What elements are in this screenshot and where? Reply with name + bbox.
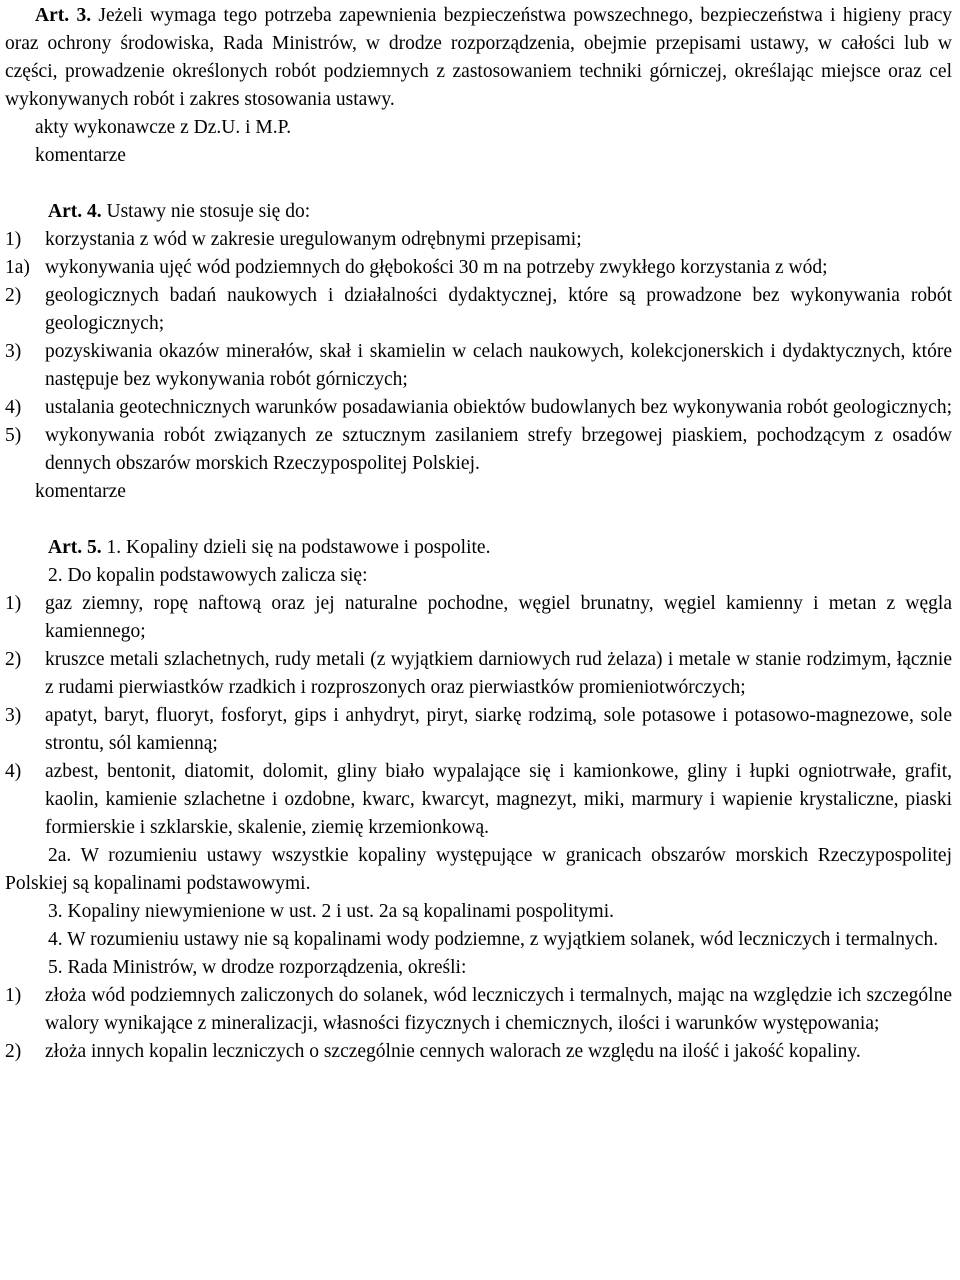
art5-p2-item [5,646,952,702]
art4-label: Art. 4. [48,201,102,222]
art4-item [5,282,952,338]
art4-item-number: 2) [5,285,22,306]
art5-p2-item-text: gaz ziemny, ropę naftową oraz jej naturalne pochodne, węgiel brunatny, węgiel kamienny i metan z węgla kamiennego; [45,593,952,642]
art5-p1 [5,534,952,562]
art4-item-number: 4) [5,397,22,418]
art5-label: Art. 5. [48,537,102,558]
art5-p4: 4. W rozumieniu ustawy nie są kopalinami wody podziemne, z wyjątkiem solanek, wód leczniczych i termalnych. [48,929,939,950]
art4-item-text: geologicznych badań naukowych i działalności dydaktycznej, które są prowadzone bez wykonywania robót geologicznych; [45,285,952,334]
art4-item-number: 5) [5,425,22,446]
art4-item-number: 1a) [5,257,30,278]
art5-p5-item-number: 1) [5,985,22,1006]
art3-text: Jeżeli wymaga tego potrzeba zapewnienia bezpieczeństwa powszechnego, bezpieczeństwa i higieny pracy oraz ochrony środowiska, Rada Ministrów, w drodze rozporządzenia, obejmie przepisami ustawy, w całości lub w części, prowadzenie określonych robót podziemnych z zastosowaniem techniki górniczej, określając miejsce oraz cel wykonywanych robót i zakres stosowania ustawy. [5,5,952,110]
art5-p1-text: 1. Kopaliny dzieli się na podstawowe i pospolite. [106,537,491,558]
art5-p2-item-text: azbest, bentonit, diatomit, dolomit, gliny biało wypalające się i kamionkowe, gliny i łupki ogniotrwałe, grafit, kaolin, kamienie szlachetne i ozdobne, kwarc, kwarcyt, magnezyt, miki, marmury i wapienie krystaliczne, piaski formierskie i szklarskie, skalenie, ziemię krzemionkową. [45,761,952,838]
art4-item-text: pozyskiwania okazów minerałów, skał i skamielin w celach naukowych, kolekcjonerskich i dydaktycznych, które następuje bez wykonywania robót górniczych; [45,341,952,390]
art5-p2-item-text: kruszce metali szlachetnych, rudy metali (z wyjątkiem darniowych rud żelaza) i metale w stanie rodzimym, łącznie z rudami pierwiastków rzadkich i rozproszonych oraz pierwiastków promieniotwórczych; [45,649,952,698]
art4-item [5,226,952,254]
art4-item [5,422,952,478]
art4-intro-text: Ustawy nie stosuje się do: [106,201,311,222]
art4-intro [5,198,952,226]
art5-p2-item-number: 2) [5,649,22,670]
art5-p2-item-number: 3) [5,705,22,726]
art4-item-number: 1) [5,229,22,250]
art5-p2-item-number: 4) [5,761,22,782]
art5-p2a: 2a. W rozumieniu ustawy wszystkie kopaliny występujące w granicach obszarów morskich Rzeczypospolitej Polskiej są kopalinami podstawowymi. [5,845,952,894]
art5-p5: 5. Rada Ministrów, w drodze rozporządzenia, określi: [48,957,467,978]
art4-item-text: ustalania geotechnicznych warunków posadawiania obiektów budowlanych bez wykonywania robót geologicznych; [45,397,953,418]
art5-p2-item [5,702,952,758]
art5-p5-item [5,1038,952,1066]
art4-item [5,254,952,282]
art4-item-text: wykonywania robót związanych ze sztucznym zasilaniem strefy brzegowej piaskiem, pochodzącym z osadów dennych obszarów morskich Rzeczypospolitej Polskiej. [45,425,952,474]
art3-acts-link[interactable]: akty wykonawcze z Dz.U. i M.P. [35,117,292,138]
art3-label: Art. 3. [35,5,92,26]
art5-p2: 2. Do kopalin podstawowych zalicza się: [48,565,368,586]
art5-p5-item-text: złoża innych kopalin leczniczych o szczególnie cennych walorach ze względu na ilość i jakość kopaliny. [45,1041,861,1062]
art5-p3: 3. Kopaliny niewymienione w ust. 2 i ust. 2a są kopalinami pospolitymi. [48,901,614,922]
art5-p2-item [5,758,952,842]
art3-paragraph [5,2,952,114]
art4-item-number: 3) [5,341,22,362]
art5-p5-item-text: złoża wód podziemnych zaliczonych do solanek, wód leczniczych i termalnych, mając na względzie ich szczególne walory wynikające z mineralizacji, własności fizycznych i chemicznych, ilości i warunków występowania; [45,985,952,1034]
art5-p5-item [5,982,952,1038]
art3-comments-link[interactable]: komentarze [35,145,126,166]
art5-p2-item-text: apatyt, baryt, fluoryt, fosforyt, gips i anhydryt, piryt, siarkę rodzimą, sole potasowe i potasowo-magnezowe, sole strontu, sól kamienną; [45,705,952,754]
art4-item [5,394,952,422]
art4-item-text: wykonywania ujęć wód podziemnych do głębokości 30 m na potrzeby zwykłego korzystania z wód; [45,257,828,278]
art5-p2-item-number: 1) [5,593,22,614]
art5-p2-item [5,590,952,646]
art5-p5-item-number: 2) [5,1041,22,1062]
art4-item-text: korzystania z wód w zakresie uregulowanym odrębnymi przepisami; [45,229,582,250]
art4-item [5,338,952,394]
art4-comments-link[interactable]: komentarze [35,481,126,502]
